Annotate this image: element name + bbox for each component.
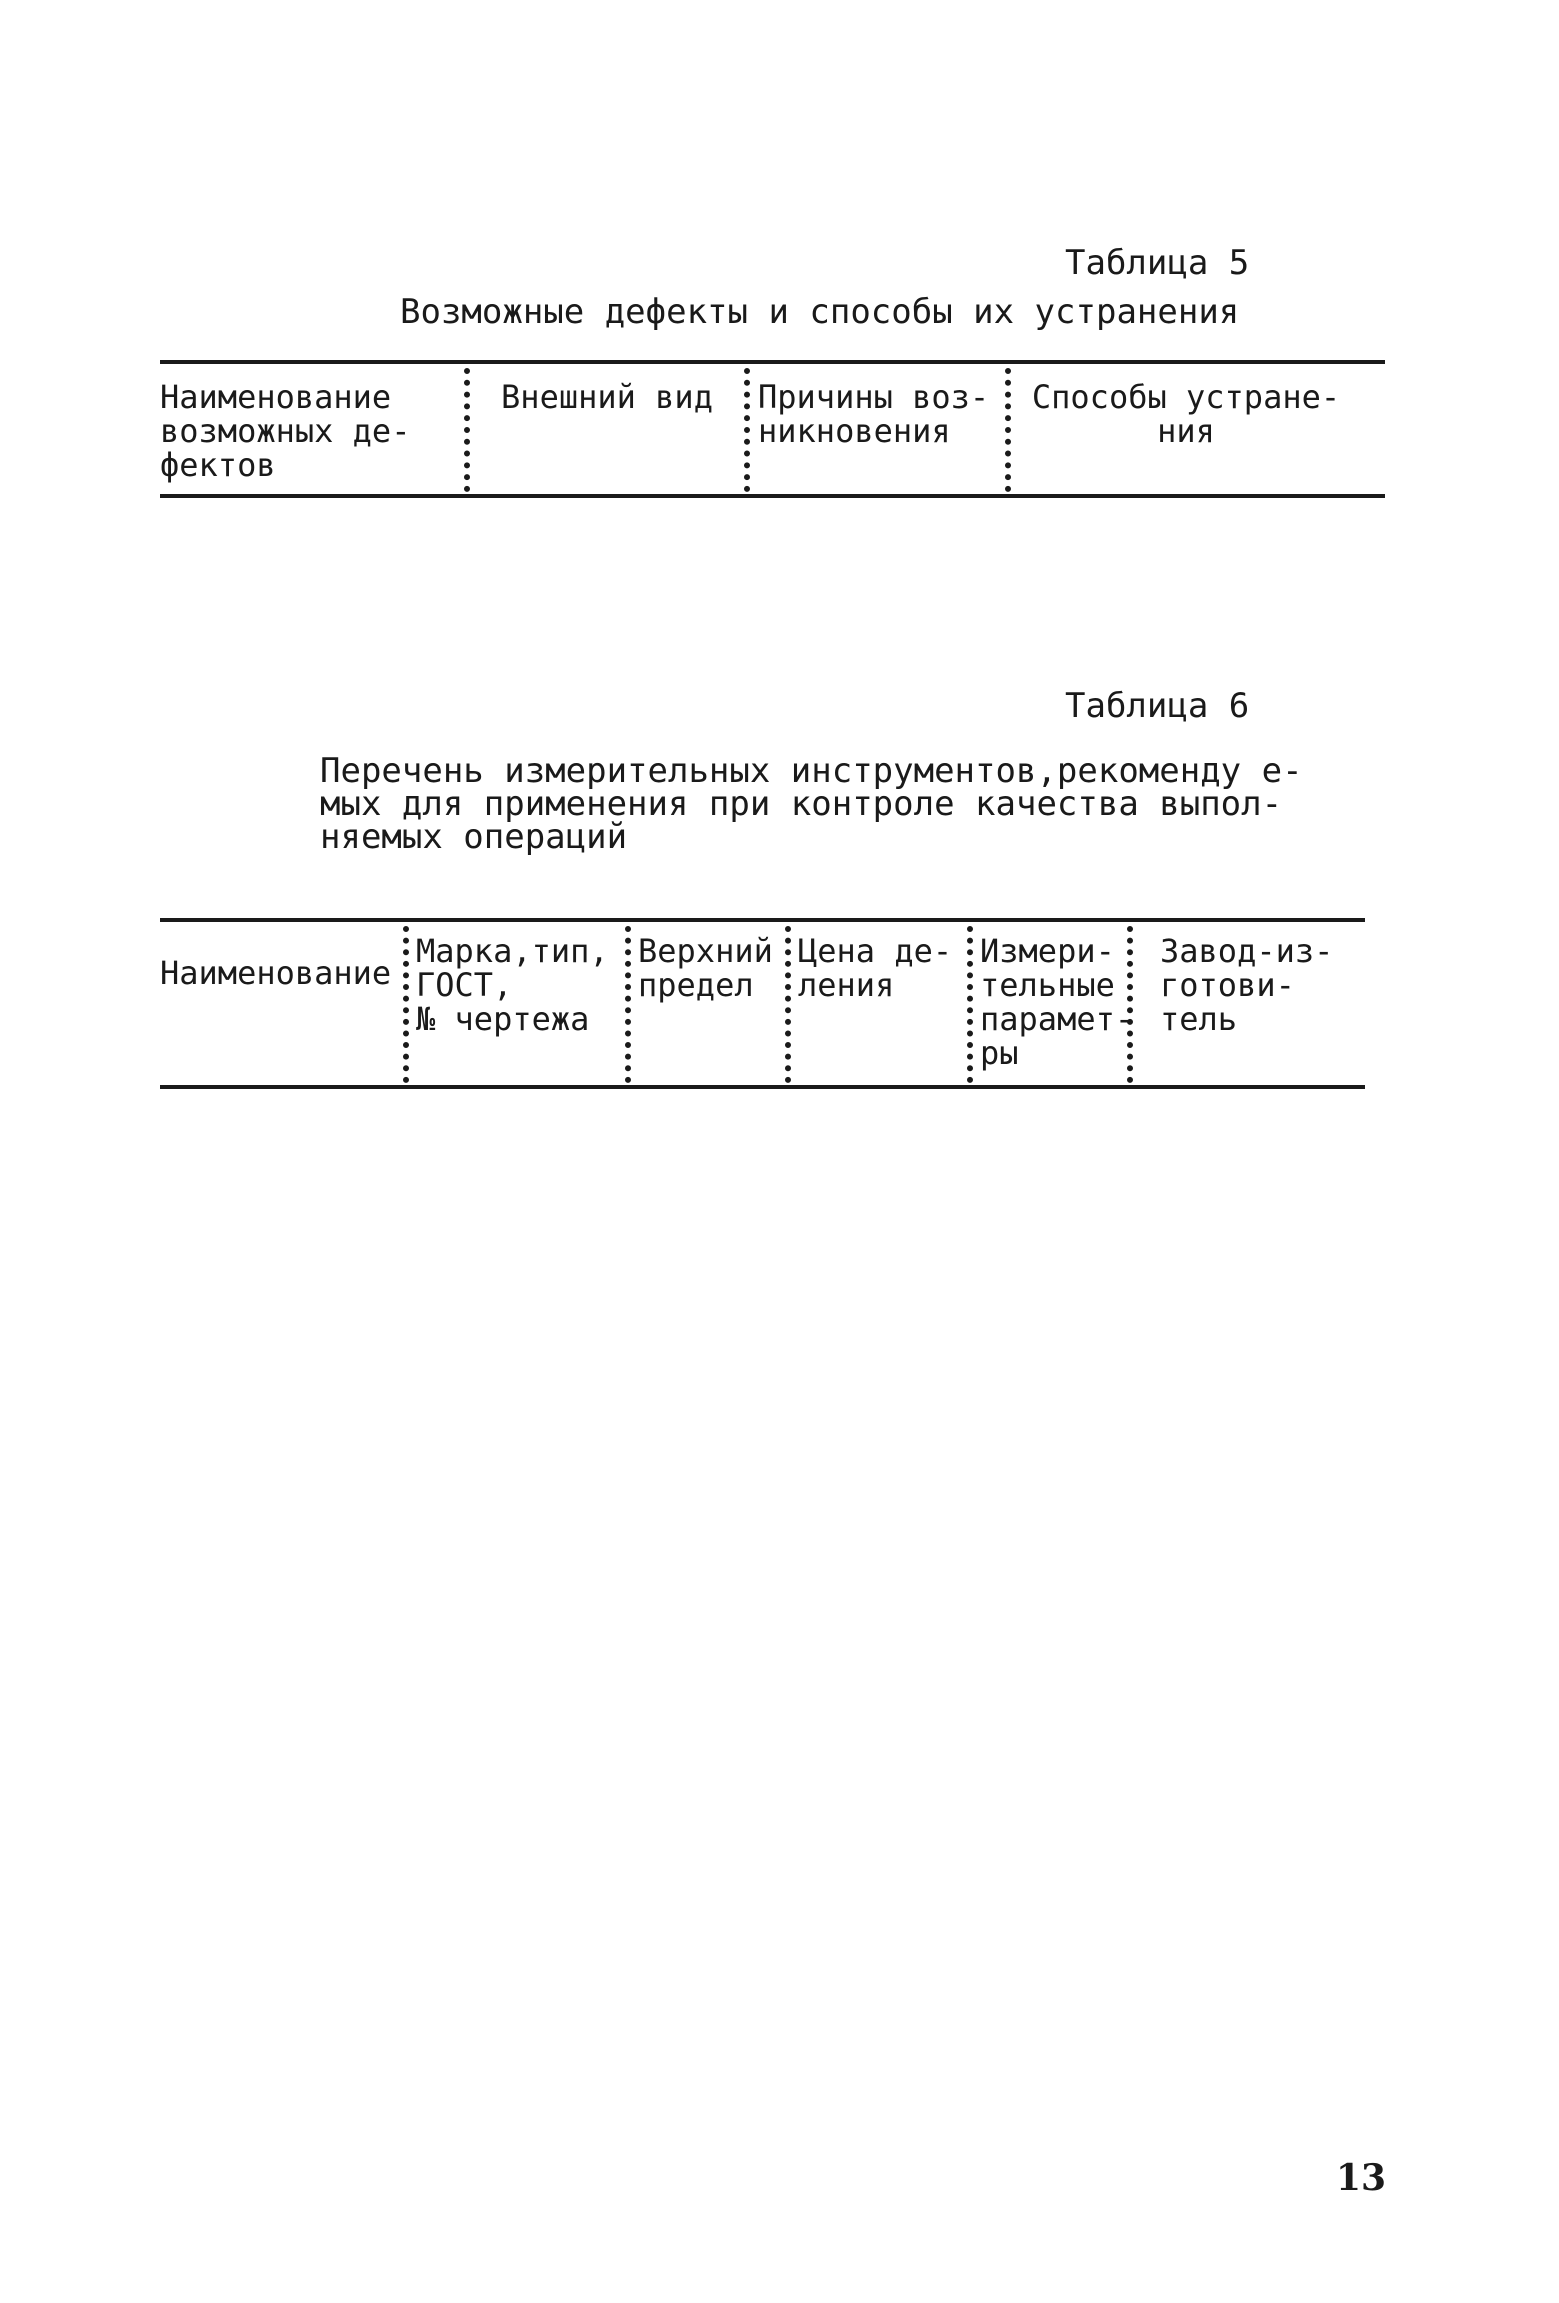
table-5-top-rule [160,360,1385,364]
table-6-title-line: Перечень измерительных инструментов,рекоменду е- [320,751,1303,791]
table-6-header-division: Цена де- ления [798,932,953,1004]
table-6-header-name: Наименование [160,954,392,992]
table-6-separator [403,926,409,1083]
table-5-separator [464,368,470,492]
table-6-header-upper-limit: Верхний предел [638,932,773,1004]
table-6-separator [625,926,631,1083]
page-number: 13 [1336,2157,1387,2199]
table-6-separator [967,926,973,1083]
table-6-header-parameters: Измери- тельные парамет- ры [980,932,1135,1072]
table-6-separator [785,926,791,1083]
table-5-separator [1005,368,1011,492]
table-6-title-line: мых для применения при контроле качества выпол- [320,784,1283,824]
table-6-label: Таблица 6 [1065,686,1250,726]
table-5-header-appearance: Внешний вид [501,378,713,416]
table-5-header-causes: Причины воз- никновения [758,378,990,450]
table-6-top-rule [160,918,1365,922]
table-5-header-defect-name: Наименование возможных де- фектов [160,378,411,484]
table-5-separator [744,368,750,492]
table-5-header-remedies: Способы устране- ния [1031,378,1341,450]
table-5-label: Таблица 5 [1065,243,1250,283]
table-6-header-manufacturer: Завод-из- готови- тель [1160,932,1334,1038]
table-6-bottom-rule [160,1085,1365,1089]
table-6-title-line: няемых операций [320,817,628,857]
table-5-bottom-rule [160,494,1385,498]
table-5-title: Возможные дефекты и способы их устранения [400,292,1240,332]
table-6-header-brand: Марка,тип, ГОСТ, № чертежа [416,932,609,1038]
